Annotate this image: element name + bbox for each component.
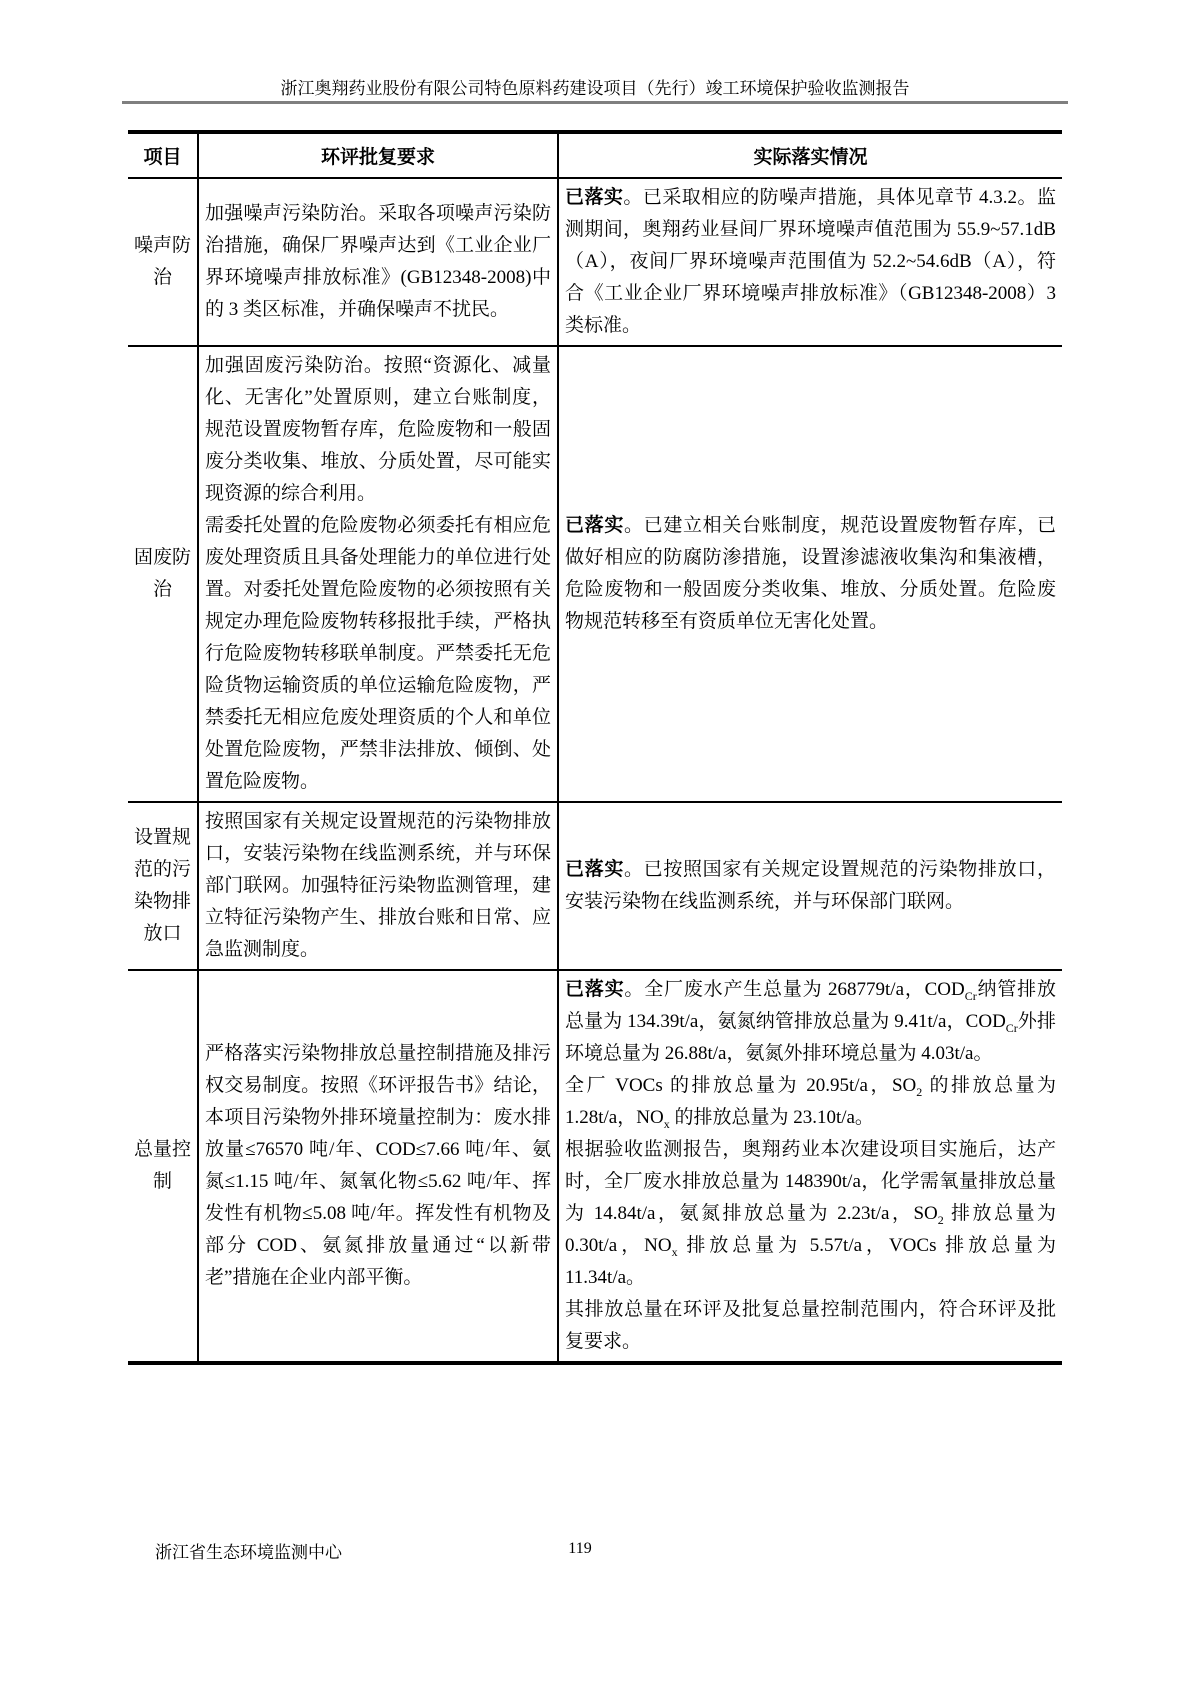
page-number: 119	[568, 1540, 592, 1557]
paragraph: 需委托处置的危险废物必须委托有相应危废处理资质且具备处理能力的单位进行处置。对委托处置危险废物的必须按照有关规定办理危险废物转移报批手续，严格执行危险废物转移联单制度。严禁委托无危险货物运输资质的单位运输危险废物，严禁委托无相应危废处理资质的个人和单位处置危险废物，严禁非法排放、倾倒、处置危险废物。	[205, 515, 551, 792]
implementation-cell	[558, 970, 1062, 1363]
status-label: 已落实	[565, 859, 624, 880]
item-cell: 固废防治	[128, 346, 198, 802]
implementation-cell	[558, 802, 1062, 970]
implementation-cell	[558, 178, 1062, 346]
implementation-text: 。全厂废水产生总量为 268779t/a，$COD_{Cr}$纳管排放总量为 134.39t/a，氨氮纳管排放总量为 9.41t/a，$COD_{Cr}$外排环境总量为 26.88t/a，氨氮外排环境总量为 4.03t/a。	[565, 979, 1056, 1064]
requirement-cell	[198, 346, 558, 802]
requirement-cell	[198, 178, 558, 346]
paragraph: 加强固废污染防治。按照“资源化、减量化、无害化”处置原则，建立台账制度，规范设置废物暂存库，危险废物和一般固废分类收集、堆放、分质处置，尽可能实现资源的综合利用。	[205, 355, 551, 504]
eia-approval-table	[128, 130, 1062, 1365]
table-container	[128, 130, 1062, 1365]
requirement-cell	[198, 970, 558, 1363]
implementation-text: 。已建立相关台账制度，规范设置废物暂存库，已做好相应的防腐防渗措施，设置渗滤液收集沟和集液槽，危险废物和一般固废分类收集、堆放、分质处置。危险废物规范转移至有资质单位无害化处置。	[565, 515, 1056, 632]
document-header-title: 浙江奥翔药业股份有限公司特色原料药建设项目（先行）竣工环境保护验收监测报告	[280, 79, 910, 98]
requirement-cell	[198, 802, 558, 970]
paragraph: 根据验收监测报告，奥翔药业本次建设项目实施后，达产时，全厂废水排放总量为 148390t/a，化学需氧量排放总量为 14.84t/a，氨氮排放总量为 2.23t/a，$SO_2$ 排放总量为 0.30t/a，$NO_x$ 排放总量为 5.57t/a，VOCs 排放总量为 11.34t/a。	[565, 1139, 1056, 1288]
implementation-text: 。已按照国家有关规定设置规范的污染物排放口，安装污染物在线监测系统，并与环保部门联网。	[565, 859, 1056, 912]
item-cell: 总量控制	[128, 970, 198, 1363]
column-header-item: 项目	[128, 132, 198, 178]
implementation-cell	[558, 346, 1062, 802]
paragraph: 其排放总量在环评及批复总量控制范围内，符合环评及批复要求。	[565, 1299, 1056, 1352]
table-row-total-control	[128, 970, 1062, 1363]
implementation-text: 。已采取相应的防噪声措施，具体见章节 4.3.2。监测期间，奥翔药业昼间厂界环境噪声值范围为 55.9~57.1dB（A），夜间厂界环境噪声范围值为 52.2~54.6dB（A），符合《工业企业厂界环境噪声排放标准》（GB12348-2008）3 类标准。	[565, 187, 1056, 336]
status-label: 已落实	[565, 515, 624, 536]
paragraph: 全厂 VOCs 的排放总量为 20.95t/a，$SO_2$ 的排放总量为 1.28t/a，$NO_x$ 的排放总量为 23.10t/a。	[565, 1075, 1056, 1131]
item-cell: 设置规范的污染物排放口	[128, 802, 198, 970]
paragraph	[565, 510, 1056, 638]
paragraph	[565, 854, 1056, 918]
footer-organization: 浙江省生态环境监测中心	[155, 1543, 342, 1562]
header-divider	[122, 101, 1068, 104]
paragraph: 按照国家有关规定设置规范的污染物排放口，安装污染物在线监测系统，并与环保部门联网。加强特征污染物监测管理，建立特征污染物产生、排放台账和日常、应急监测制度。	[205, 811, 551, 960]
paragraph: 严格落实污染物排放总量控制措施及排污权交易制度。按照《环评报告书》结论，本项目污染物外排环境量控制为：废水排放量≤76570 吨/年、COD≤7.66 吨/年、氨氮≤1.15 吨/年、氮氧化物≤5.62 吨/年、挥发性有机物≤5.08 吨/年。挥发性有机物及部分 COD、氨氮排放量通过“以新带老”措施在企业内部平衡。	[205, 1043, 551, 1288]
table-row-outlet	[128, 802, 1062, 970]
table-row-solid-waste	[128, 346, 1062, 802]
status-label: 已落实	[565, 979, 625, 1000]
paragraph	[565, 974, 1056, 1070]
column-header-requirement: 环评批复要求	[198, 132, 558, 178]
paragraph	[565, 182, 1056, 342]
status-label: 已落实	[565, 187, 624, 208]
paragraph: 加强噪声污染防治。采取各项噪声污染防治措施，确保厂界噪声达到《工业企业厂界环境噪声排放标准》(GB12348-2008)中的 3 类区标准，并确保噪声不扰民。	[205, 203, 551, 320]
table-header-row	[128, 132, 1062, 178]
table-row-noise	[128, 178, 1062, 346]
item-cell: 噪声防治	[128, 178, 198, 346]
column-header-implementation: 实际落实情况	[558, 132, 1062, 178]
